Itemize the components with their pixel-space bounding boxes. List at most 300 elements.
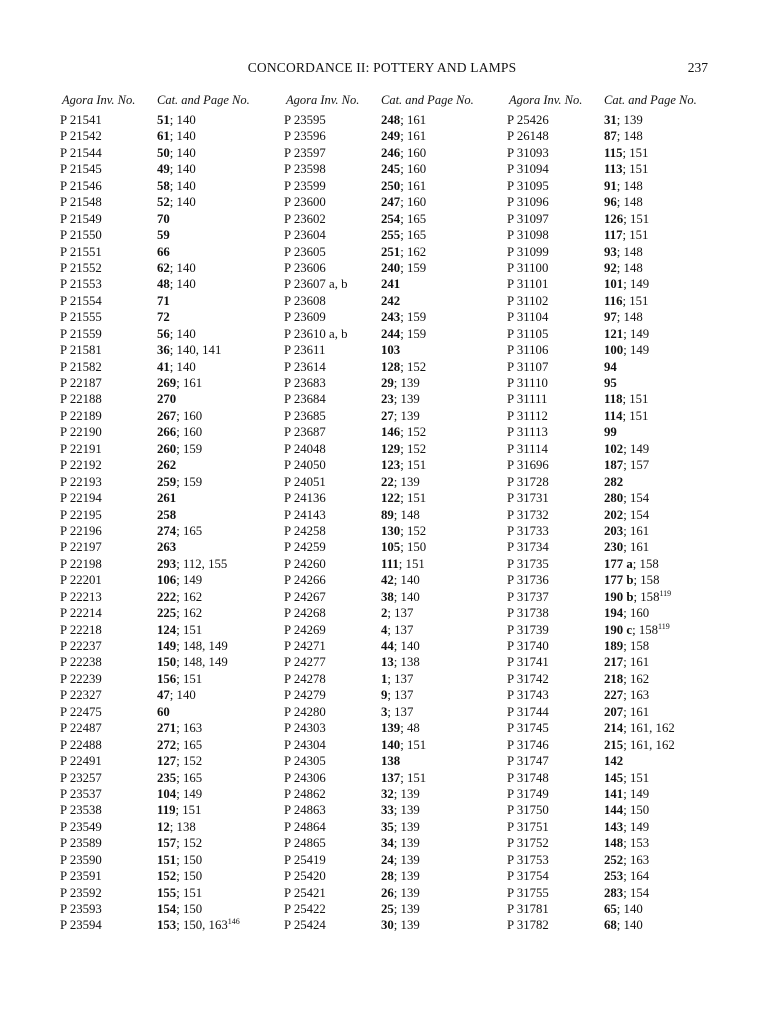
inventory-number: P 22214 [60, 606, 102, 621]
table-row [507, 375, 707, 391]
catalogue-reference [157, 359, 196, 375]
table-row [284, 474, 494, 490]
catalogue-number: 9 [381, 688, 388, 703]
inventory-number: P 24143 [284, 507, 326, 522]
catalogue-number: 102 [604, 441, 624, 456]
catalogue-number: 44 [381, 639, 394, 653]
catalogue-reference [381, 359, 426, 375]
catalogue-number: 140 [381, 737, 401, 752]
inventory-number: P 23611 [284, 343, 326, 358]
inventory-number: P 31732 [507, 507, 549, 522]
page-references: ; 160 [176, 425, 203, 440]
page-references: ; 140 [169, 359, 196, 374]
table-row [507, 211, 707, 227]
table-row [507, 490, 707, 506]
page-references: ; 154 [623, 885, 650, 900]
page-references: ; 151 [176, 671, 203, 686]
table-row [60, 737, 260, 753]
catalogue-number: 47 [157, 688, 170, 703]
table-row [507, 589, 707, 605]
catalogue-number: 30 [381, 918, 394, 933]
inventory-number: P 23602 [284, 211, 326, 226]
catalogue-reference [157, 868, 202, 884]
page-references: ; 139 [393, 376, 420, 390]
catalogue-reference [157, 786, 202, 802]
catalogue-reference [604, 819, 649, 835]
page-references: ; 163 [176, 721, 203, 736]
catalogue-reference [604, 194, 643, 210]
table-row [60, 654, 260, 670]
inv-header-2: Agora Inv. No. [286, 93, 360, 107]
inventory-number: P 23537 [60, 786, 102, 801]
catalogue-number: 255 [381, 228, 401, 243]
catalogue-reference [381, 408, 420, 424]
page-references: ; 164 [623, 869, 650, 884]
catalogue-reference [157, 457, 176, 473]
page-references: ; 151 [400, 491, 427, 506]
catalogue-reference [157, 605, 202, 621]
cat-header-1: Cat. and Page No. [157, 93, 250, 107]
catalogue-reference [157, 276, 196, 292]
catalogue-reference [157, 161, 196, 177]
catalogue-reference [604, 885, 649, 901]
catalogue-number: 68 [604, 918, 617, 933]
catalogue-number: 241 [381, 277, 401, 292]
catalogue-number: 207 [604, 704, 624, 719]
inventory-number: P 31104 [507, 310, 549, 325]
table-row [60, 326, 260, 342]
catalogue-number: 25 [381, 902, 394, 916]
page-references: ; 151 [176, 622, 203, 637]
inventory-number: P 31095 [507, 178, 549, 193]
catalogue-number: 118 [604, 392, 623, 407]
catalogue-reference [157, 424, 202, 440]
page-references: ; 162 [623, 671, 650, 686]
inventory-number: P 25422 [284, 902, 326, 916]
catalogue-number: 129 [381, 441, 401, 456]
page-references: ; 161 [623, 540, 650, 555]
inventory-number: P 23549 [60, 819, 102, 834]
inventory-number: P 23597 [284, 145, 326, 160]
table-row [60, 244, 260, 260]
page-references: ; 140 [393, 589, 420, 604]
catalogue-reference [604, 901, 643, 917]
catalogue-reference [157, 885, 202, 901]
page-references: ; 139 [393, 836, 420, 851]
table-row [60, 293, 260, 309]
catalogue-number: 218 [604, 671, 624, 686]
catalogue-reference [157, 211, 170, 227]
page-references: ; 154 [623, 491, 650, 506]
page-references: ; 139 [393, 902, 420, 916]
inventory-number: P 22187 [60, 376, 102, 390]
catalogue-reference [604, 490, 649, 506]
table-row [284, 885, 494, 901]
inventory-number: P 24267 [284, 589, 326, 604]
catalogue-number: 99 [604, 425, 617, 440]
catalogue-reference [381, 868, 420, 884]
page-references: ; 162 [176, 589, 203, 604]
catalogue-number: 267 [157, 408, 177, 423]
page-references: ; 148, 149 [176, 655, 228, 670]
catalogue-number: 263 [157, 540, 177, 555]
catalogue-reference [381, 326, 426, 342]
inventory-number: P 21551 [60, 244, 102, 259]
inventory-number: P 31751 [507, 819, 549, 834]
catalogue-reference [381, 802, 420, 818]
inventory-number: P 24278 [284, 671, 326, 686]
table-row [60, 605, 260, 621]
table-row [507, 572, 707, 588]
inventory-number: P 23609 [284, 310, 326, 325]
page-references: ; 151 [622, 392, 649, 407]
table-row [60, 391, 260, 407]
table-row [60, 622, 260, 638]
table-row [507, 720, 707, 736]
table-row [60, 161, 260, 177]
page-references: ; 157 [623, 458, 650, 473]
catalogue-number: 1 [381, 671, 388, 686]
table-row [60, 490, 260, 506]
catalogue-number: 34 [381, 836, 394, 851]
inventory-number: P 21546 [60, 178, 102, 193]
page-references: ; 140 [393, 639, 420, 653]
catalogue-reference [604, 770, 649, 786]
page-references: ; 160 [400, 195, 427, 210]
page-references: ; 152 [176, 754, 203, 769]
inventory-number: P 21548 [60, 195, 102, 210]
catalogue-number: 245 [381, 162, 401, 177]
catalogue-number: 151 [157, 852, 177, 867]
inventory-number: P 31740 [507, 639, 549, 653]
catalogue-number: 93 [604, 244, 617, 259]
catalogue-reference [381, 244, 426, 260]
table-row [507, 128, 707, 144]
catalogue-reference [604, 391, 648, 407]
catalogue-reference [157, 178, 196, 194]
concordance-column-1 [60, 112, 260, 934]
inventory-number: P 22475 [60, 704, 102, 719]
page-references: ; 165 [400, 211, 427, 226]
catalogue-reference [604, 293, 648, 309]
catalogue-reference [381, 276, 400, 292]
inventory-number: P 23599 [284, 178, 326, 193]
table-row [284, 687, 494, 703]
table-row [507, 441, 707, 457]
inventory-number: P 24865 [284, 836, 326, 851]
inventory-number: P 31743 [507, 688, 549, 703]
table-row [507, 868, 707, 884]
inventory-number: P 24271 [284, 639, 326, 653]
catalogue-reference [604, 786, 649, 802]
catalogue-reference [381, 474, 420, 490]
inventory-number: P 31752 [507, 836, 549, 851]
inventory-number: P 31098 [507, 228, 549, 243]
catalogue-reference [157, 720, 202, 736]
page-references: ; 151 [622, 145, 649, 160]
page-references: ; 151 [400, 770, 427, 785]
catalogue-number: 42 [381, 573, 394, 588]
page-references: ; 154 [623, 507, 650, 522]
inventory-number: P 23683 [284, 376, 326, 390]
catalogue-number: 143 [604, 819, 624, 834]
page-references: ; 149 [623, 819, 650, 834]
table-row [507, 424, 707, 440]
page-references: ; 151 [398, 556, 425, 571]
footnote-marker: 146 [227, 917, 240, 927]
catalogue-number: 222 [157, 589, 177, 604]
page-references: ; 140 [169, 129, 196, 144]
catalogue-number: 32 [381, 786, 394, 801]
inventory-number: P 31102 [507, 293, 549, 308]
catalogue-number: 103 [381, 343, 401, 358]
inventory-number: P 31754 [507, 869, 549, 884]
catalogue-number: 71 [157, 293, 170, 308]
table-row [60, 786, 260, 802]
cat-header-3: Cat. and Page No. [604, 93, 697, 107]
inventory-number: P 31113 [507, 425, 548, 440]
table-row [60, 112, 260, 128]
catalogue-number: 122 [381, 491, 401, 506]
page-references: ; 152 [400, 523, 427, 538]
catalogue-number: 130 [381, 523, 401, 538]
catalogue-reference [157, 408, 202, 424]
catalogue-number: 230 [604, 540, 624, 555]
catalogue-reference [381, 161, 426, 177]
page-references: ; 140 [169, 145, 196, 160]
catalogue-reference [604, 638, 649, 654]
catalogue-reference [157, 753, 202, 769]
table-row [284, 868, 494, 884]
catalogue-number: 177 a [604, 556, 633, 571]
table-row [507, 622, 707, 638]
catalogue-reference [604, 556, 659, 572]
page-number: 237 [687, 60, 708, 75]
page-references: ; 149 [176, 573, 203, 588]
inv-header-3: Agora Inv. No. [509, 93, 583, 107]
inventory-number: P 22188 [60, 392, 102, 407]
inventory-number: P 25421 [284, 885, 326, 900]
catalogue-reference [604, 441, 649, 457]
catalogue-reference [604, 868, 649, 884]
catalogue-reference [604, 917, 643, 933]
page-references: ; 149 [623, 343, 650, 358]
catalogue-reference [381, 819, 420, 835]
page-references: ; 161 [176, 376, 203, 390]
catalogue-reference [157, 737, 202, 753]
table-row [60, 507, 260, 523]
table-row [507, 539, 707, 555]
catalogue-reference [381, 622, 413, 638]
inventory-number: P 31734 [507, 540, 549, 555]
page-references: ; 159 [400, 260, 427, 275]
table-row [284, 720, 494, 736]
table-row [284, 161, 494, 177]
table-row [507, 391, 707, 407]
inventory-number: P 22190 [60, 425, 102, 440]
page-references: ; 148 [616, 260, 643, 275]
inventory-number: P 31110 [507, 376, 548, 390]
page-references: ; 140 [169, 113, 196, 127]
table-row [284, 424, 494, 440]
table-row [60, 194, 260, 210]
page-references: ; 148 [616, 178, 643, 193]
table-row [60, 589, 260, 605]
inventory-number: P 31738 [507, 606, 549, 621]
inventory-number: P 21559 [60, 326, 102, 341]
table-row [507, 556, 707, 572]
inventory-number: P 23596 [284, 129, 326, 144]
catalogue-reference [604, 654, 649, 670]
catalogue-number: 266 [157, 425, 177, 440]
page-references: ; 139 [393, 918, 420, 933]
inventory-number: P 31094 [507, 162, 549, 177]
table-row [284, 408, 494, 424]
column-headers [0, 93, 764, 111]
table-row [284, 293, 494, 309]
inventory-number: P 24864 [284, 819, 326, 834]
catalogue-reference [381, 112, 426, 128]
page-references: ; 140 [169, 260, 196, 275]
inventory-number: P 23598 [284, 162, 326, 177]
page-references: ; 152 [400, 359, 427, 374]
catalogue-reference [381, 145, 426, 161]
page-references: ; 150, 163 [176, 918, 228, 933]
inventory-number: P 25424 [284, 918, 326, 933]
catalogue-number: 283 [604, 885, 624, 900]
inventory-number: P 31105 [507, 326, 549, 341]
catalogue-reference [157, 145, 196, 161]
catalogue-number: 202 [604, 507, 624, 522]
table-row [60, 704, 260, 720]
inventory-number: P 22198 [60, 556, 102, 571]
catalogue-number: 121 [604, 326, 624, 341]
catalogue-reference [157, 507, 176, 523]
page-references: ; 165 [176, 770, 203, 785]
table-row [284, 654, 494, 670]
table-row [507, 687, 707, 703]
catalogue-number: 104 [157, 786, 177, 801]
inventory-number: P 23590 [60, 852, 102, 867]
catalogue-number: 254 [381, 211, 401, 226]
table-row [60, 441, 260, 457]
table-row [284, 835, 494, 851]
page-references: ; 165 [176, 523, 203, 538]
catalogue-reference [604, 457, 649, 473]
catalogue-reference [604, 737, 675, 753]
catalogue-reference [381, 194, 426, 210]
table-row [284, 276, 494, 292]
page-references: ; 160 [400, 162, 427, 177]
page-references: ; 138 [393, 655, 420, 670]
inventory-number: P 24280 [284, 704, 326, 719]
catalogue-number: 23 [381, 392, 394, 407]
catalogue-reference [157, 638, 228, 654]
table-row [507, 260, 707, 276]
table-row [60, 227, 260, 243]
page-references: ; 140 [169, 277, 196, 292]
inventory-number: P 31753 [507, 852, 549, 867]
catalogue-reference [604, 178, 643, 194]
catalogue-number: 116 [604, 293, 623, 308]
catalogue-number: 52 [157, 195, 170, 210]
page-references: ; 151 [175, 803, 202, 818]
page-references: ; 139 [393, 885, 420, 900]
inventory-number: P 31733 [507, 523, 549, 538]
table-row [60, 770, 260, 786]
catalogue-number: 4 [381, 622, 388, 637]
inventory-number: P 31112 [507, 408, 548, 423]
table-row [284, 901, 494, 917]
page-references: ; 159 [176, 474, 203, 489]
table-row [284, 194, 494, 210]
catalogue-number: 91 [604, 178, 617, 193]
table-row [60, 309, 260, 325]
catalogue-reference [381, 786, 420, 802]
catalogue-number: 141 [604, 786, 624, 801]
catalogue-number: 27 [381, 408, 394, 423]
catalogue-number: 56 [157, 326, 170, 341]
catalogue-number: 51 [157, 113, 170, 127]
catalogue-number: 259 [157, 474, 177, 489]
page-references: ; 137 [387, 606, 414, 621]
table-row [284, 917, 494, 933]
page-references: ; 161 [623, 704, 650, 719]
inventory-number: P 31107 [507, 359, 549, 374]
page-references: ; 140 [616, 902, 643, 916]
table-row [507, 293, 707, 309]
inventory-number: P 31100 [507, 260, 549, 275]
inventory-number: P 22239 [60, 671, 102, 686]
catalogue-reference [157, 901, 202, 917]
table-row [60, 424, 260, 440]
inventory-number: P 24048 [284, 441, 326, 456]
catalogue-reference [604, 424, 617, 440]
catalogue-reference [381, 770, 426, 786]
page-references: ; 161, 162 [623, 721, 675, 736]
page-references: ; 139 [616, 113, 643, 127]
catalogue-number: 58 [157, 178, 170, 193]
inventory-number: P 22194 [60, 491, 102, 506]
page-references: ; 139 [393, 803, 420, 818]
catalogue-reference [604, 720, 675, 736]
inventory-number: P 23589 [60, 836, 102, 851]
page-references: ; 158 [633, 573, 660, 588]
catalogue-number: 94 [604, 359, 617, 374]
inventory-number: P 21550 [60, 228, 102, 243]
table-row [507, 638, 707, 654]
catalogue-reference [604, 802, 649, 818]
inventory-number: P 22488 [60, 737, 102, 752]
catalogue-number: 242 [381, 293, 401, 308]
table-row [60, 474, 260, 490]
catalogue-number: 138 [381, 754, 401, 769]
table-row [60, 572, 260, 588]
page-references: ; 150 [176, 869, 203, 884]
catalogue-reference [381, 852, 420, 868]
inventory-number: P 23687 [284, 425, 326, 440]
page-references: ; 159 [400, 310, 427, 325]
inventory-number: P 22218 [60, 622, 102, 637]
catalogue-reference [381, 572, 420, 588]
table-row [284, 342, 494, 358]
inventory-number: P 24051 [284, 474, 326, 489]
inventory-number: P 23538 [60, 803, 102, 818]
catalogue-number: 33 [381, 803, 394, 818]
page-references: ; 140 [616, 918, 643, 933]
page-references: ; 163 [623, 852, 650, 867]
catalogue-reference [381, 539, 426, 555]
